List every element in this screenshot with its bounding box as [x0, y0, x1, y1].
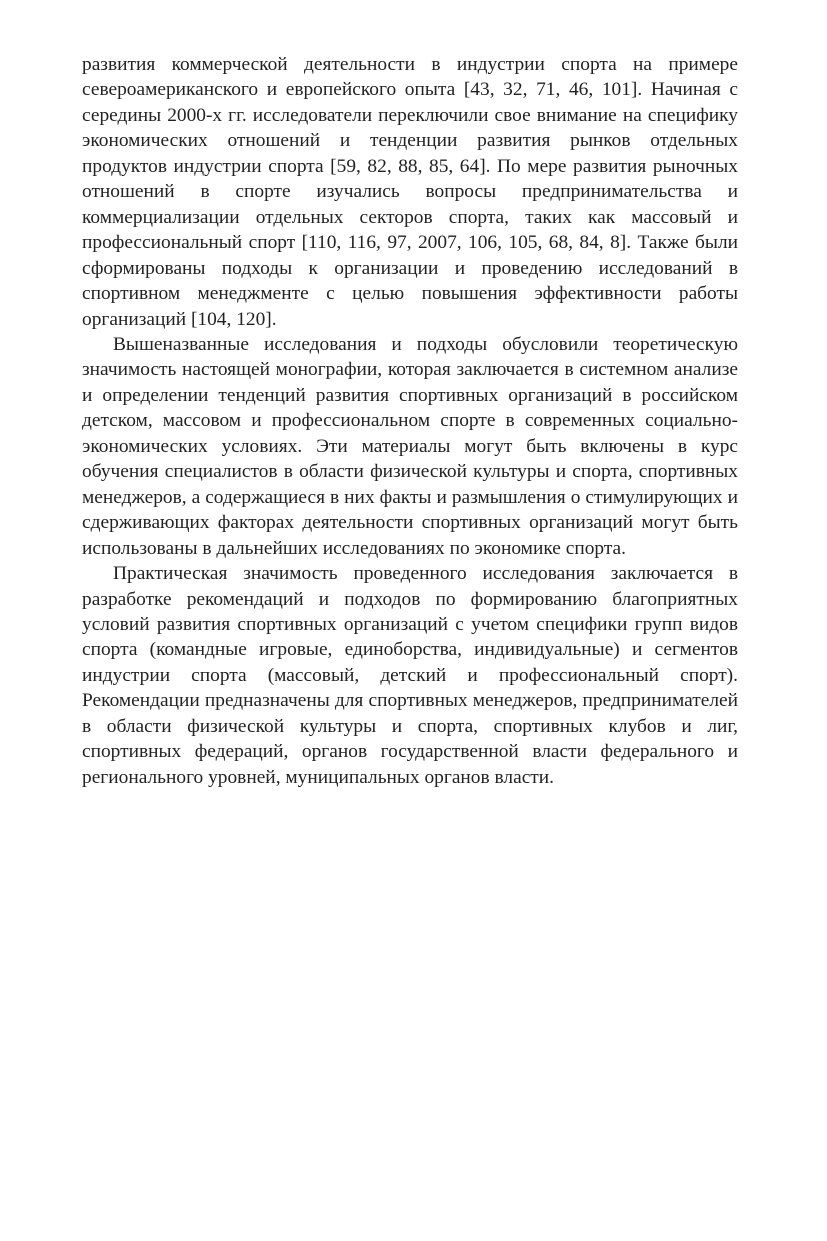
body-text	[82, 52, 738, 790]
paragraph-3: Практическая значимость проведенного исследования заключается в разработке рекомендаций и подходов по формированию благоприятных условий развития спортивных организаций с учетом специфики групп видов спорта (командные игровые, единоборства, индивидуальные) и сегментов индустрии спорта (массовый, детский и профессиональный спорт). Рекомендации предназначены для спортивных менеджеров, предпринимателей в области физической культуры и спорта, спортивных клубов и лиг, спортивных федераций, органов государственной власти федерального и регионального уровней, муниципальных органов власти.	[82, 563, 738, 788]
paragraph-1: развития коммерческой деятельности в индустрии спорта на примере североамериканского и европейского опыта [43, 32, 71, 46, 101]. Начиная с середины 2000-х гг. исследователи переключили свое внимание на специфику экономических отношений и тенденции развития рынков отдельных продуктов индустрии спорта [59, 82, 88, 85, 64]. По мере развития рыночных отношений в спорте изучались вопросы предпринимательства и коммерциализации отдельных секторов спорта, таких как массовый и профессиональный спорт [110, 116, 97, 2007, 106, 105, 68, 84, 8]. Также были сформированы подходы к организации и проведению исследований в спортивном менеджменте с целью повышения эффективности работы организаций [104, 120].	[82, 54, 738, 330]
paragraph-2: Вышеназванные исследования и подходы обусловили теоретическую значимость настоящей монографии, которая заключается в системном анализе и определении тенденций развития спортивных организаций в российском детском, массовом и профессиональном спорте в современных социально-экономических условиях. Эти материалы могут быть включены в курс обучения специалистов в области физической культуры и спорта, спортивных менеджеров, а содержащиеся в них факты и размышления о стимулирующих и сдерживающих факторах деятельности спортивных организаций могут быть использованы в дальнейших исследованиях по экономике спорта.	[82, 333, 738, 559]
